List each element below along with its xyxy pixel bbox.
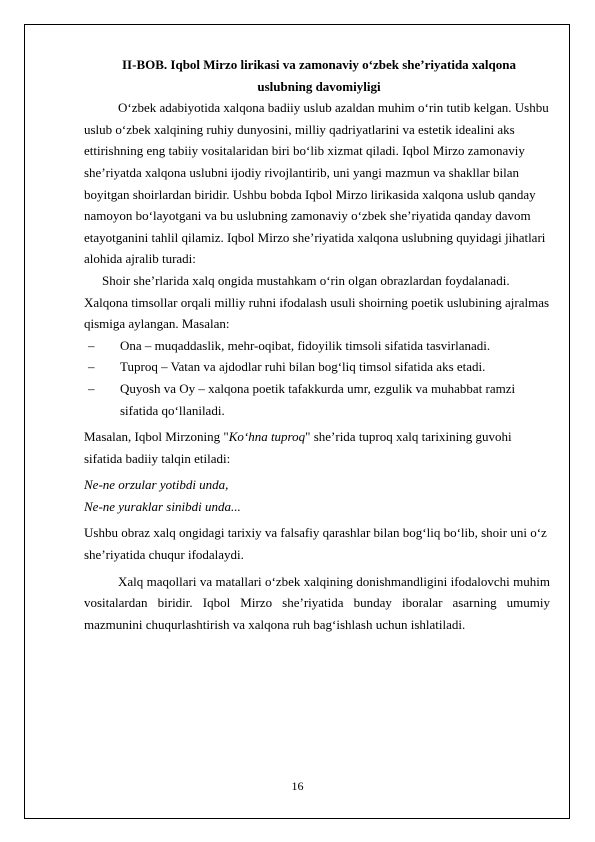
- chapter-heading-line1: II-BOB. Iqbol Mirzo lirikasi va zamonaviy o‘zbek she’riyatida xalqona: [122, 57, 516, 72]
- poem-title: Ko‘hna tuproq: [228, 429, 306, 445]
- poem-excerpt: [84, 474, 550, 517]
- paragraph-example: Masalan, Iqbol Mirzoning "Ko‘hna tuproq" she’rida tuproq xalq tarixining guvohi sifatida badiiy talqin etiladi:: [84, 429, 512, 466]
- page-number: 16: [291, 779, 304, 793]
- paragraph-analysis: Ushbu obraz xalq ongidagi tarixiy va falsafiy qarashlar bilan bog‘liq bo‘lib, shoir uni o‘z she’riyatida chuqur ifodalaydi.: [84, 525, 547, 563]
- list-item: – Tuproq – Vatan va ajdodlar ruhi bilan bog‘liq timsol sifatida aks etadi.: [84, 356, 550, 378]
- paragraph-proverbs: Xalq maqollari va matallari o‘zbek xalqining donishmandligini ifodalovchi muhim vositalardan biridir. Iqbol Mirzo she’riyatida bunday iboralar asarning umumiy mazmunini chuqurlashtirish va xalqona ruh bag‘ishlash uchun ishlatiladi.: [84, 573, 550, 632]
- page-content: [84, 54, 550, 635]
- list-marker: –: [88, 380, 95, 396]
- paragraph-intro: O‘zbek adabiyotida xalqona badiiy uslub azaldan muhim o‘rin tutib kelgan. Ushbu uslub o‘zbek xalqining ruhiy dunyosini, milliy qadriyatlarini va estetik idealini aks ettirishning eng tabiiy vositalaridan biri bo‘lib xizmat qiladi. Iqbol Mirzo zamonaviy she’riyatda xalqona uslubni ijodiy rivojlantirib, uni yangi mazmun va shakllar bilan boyitgan shoirlardan biridir. Ushbu bobda Iqbol Mirzo lirikasida xalqona uslub qanday namoyon bo‘layotgani va bu uslubning zamonaviy o‘zbek she’riyatida qanday davom etayotganini tahlil qilamiz. Iqbol Mirzo she’riyatida xalqona uslubning quyidagi jihatlari alohida ajralib turadi:: [84, 100, 549, 267]
- symbol-list: [84, 335, 550, 421]
- list-marker: –: [88, 337, 95, 353]
- list-marker: –: [88, 359, 95, 375]
- poem-line: Ne-ne orzular yotibdi unda,: [84, 477, 229, 493]
- list-item: – Ona – muqaddaslik, mehr-oqibat, fidoyilik timsoli sifatida tasvirlanadi.: [84, 335, 550, 357]
- paragraph-images: Shoir she’rlarida xalq ongida mustahkam o‘rin olgan obrazlardan foydalanadi. Xalqona timsollar orqali milliy ruhni ifodalash usuli shoirning poetik uslubining ajralmas qismiga aylangan. Masalan:: [84, 272, 550, 332]
- chapter-heading-line2: uslubning davomiyligi: [257, 78, 381, 94]
- poem-line: Ne-ne yuraklar sinibdi unda...: [84, 498, 241, 514]
- list-item: – Quyosh va Oy – xalqona poetik tafakkurda umr, ezgulik va muhabbat ramzi sifatida qo‘llaniladi.: [84, 378, 550, 421]
